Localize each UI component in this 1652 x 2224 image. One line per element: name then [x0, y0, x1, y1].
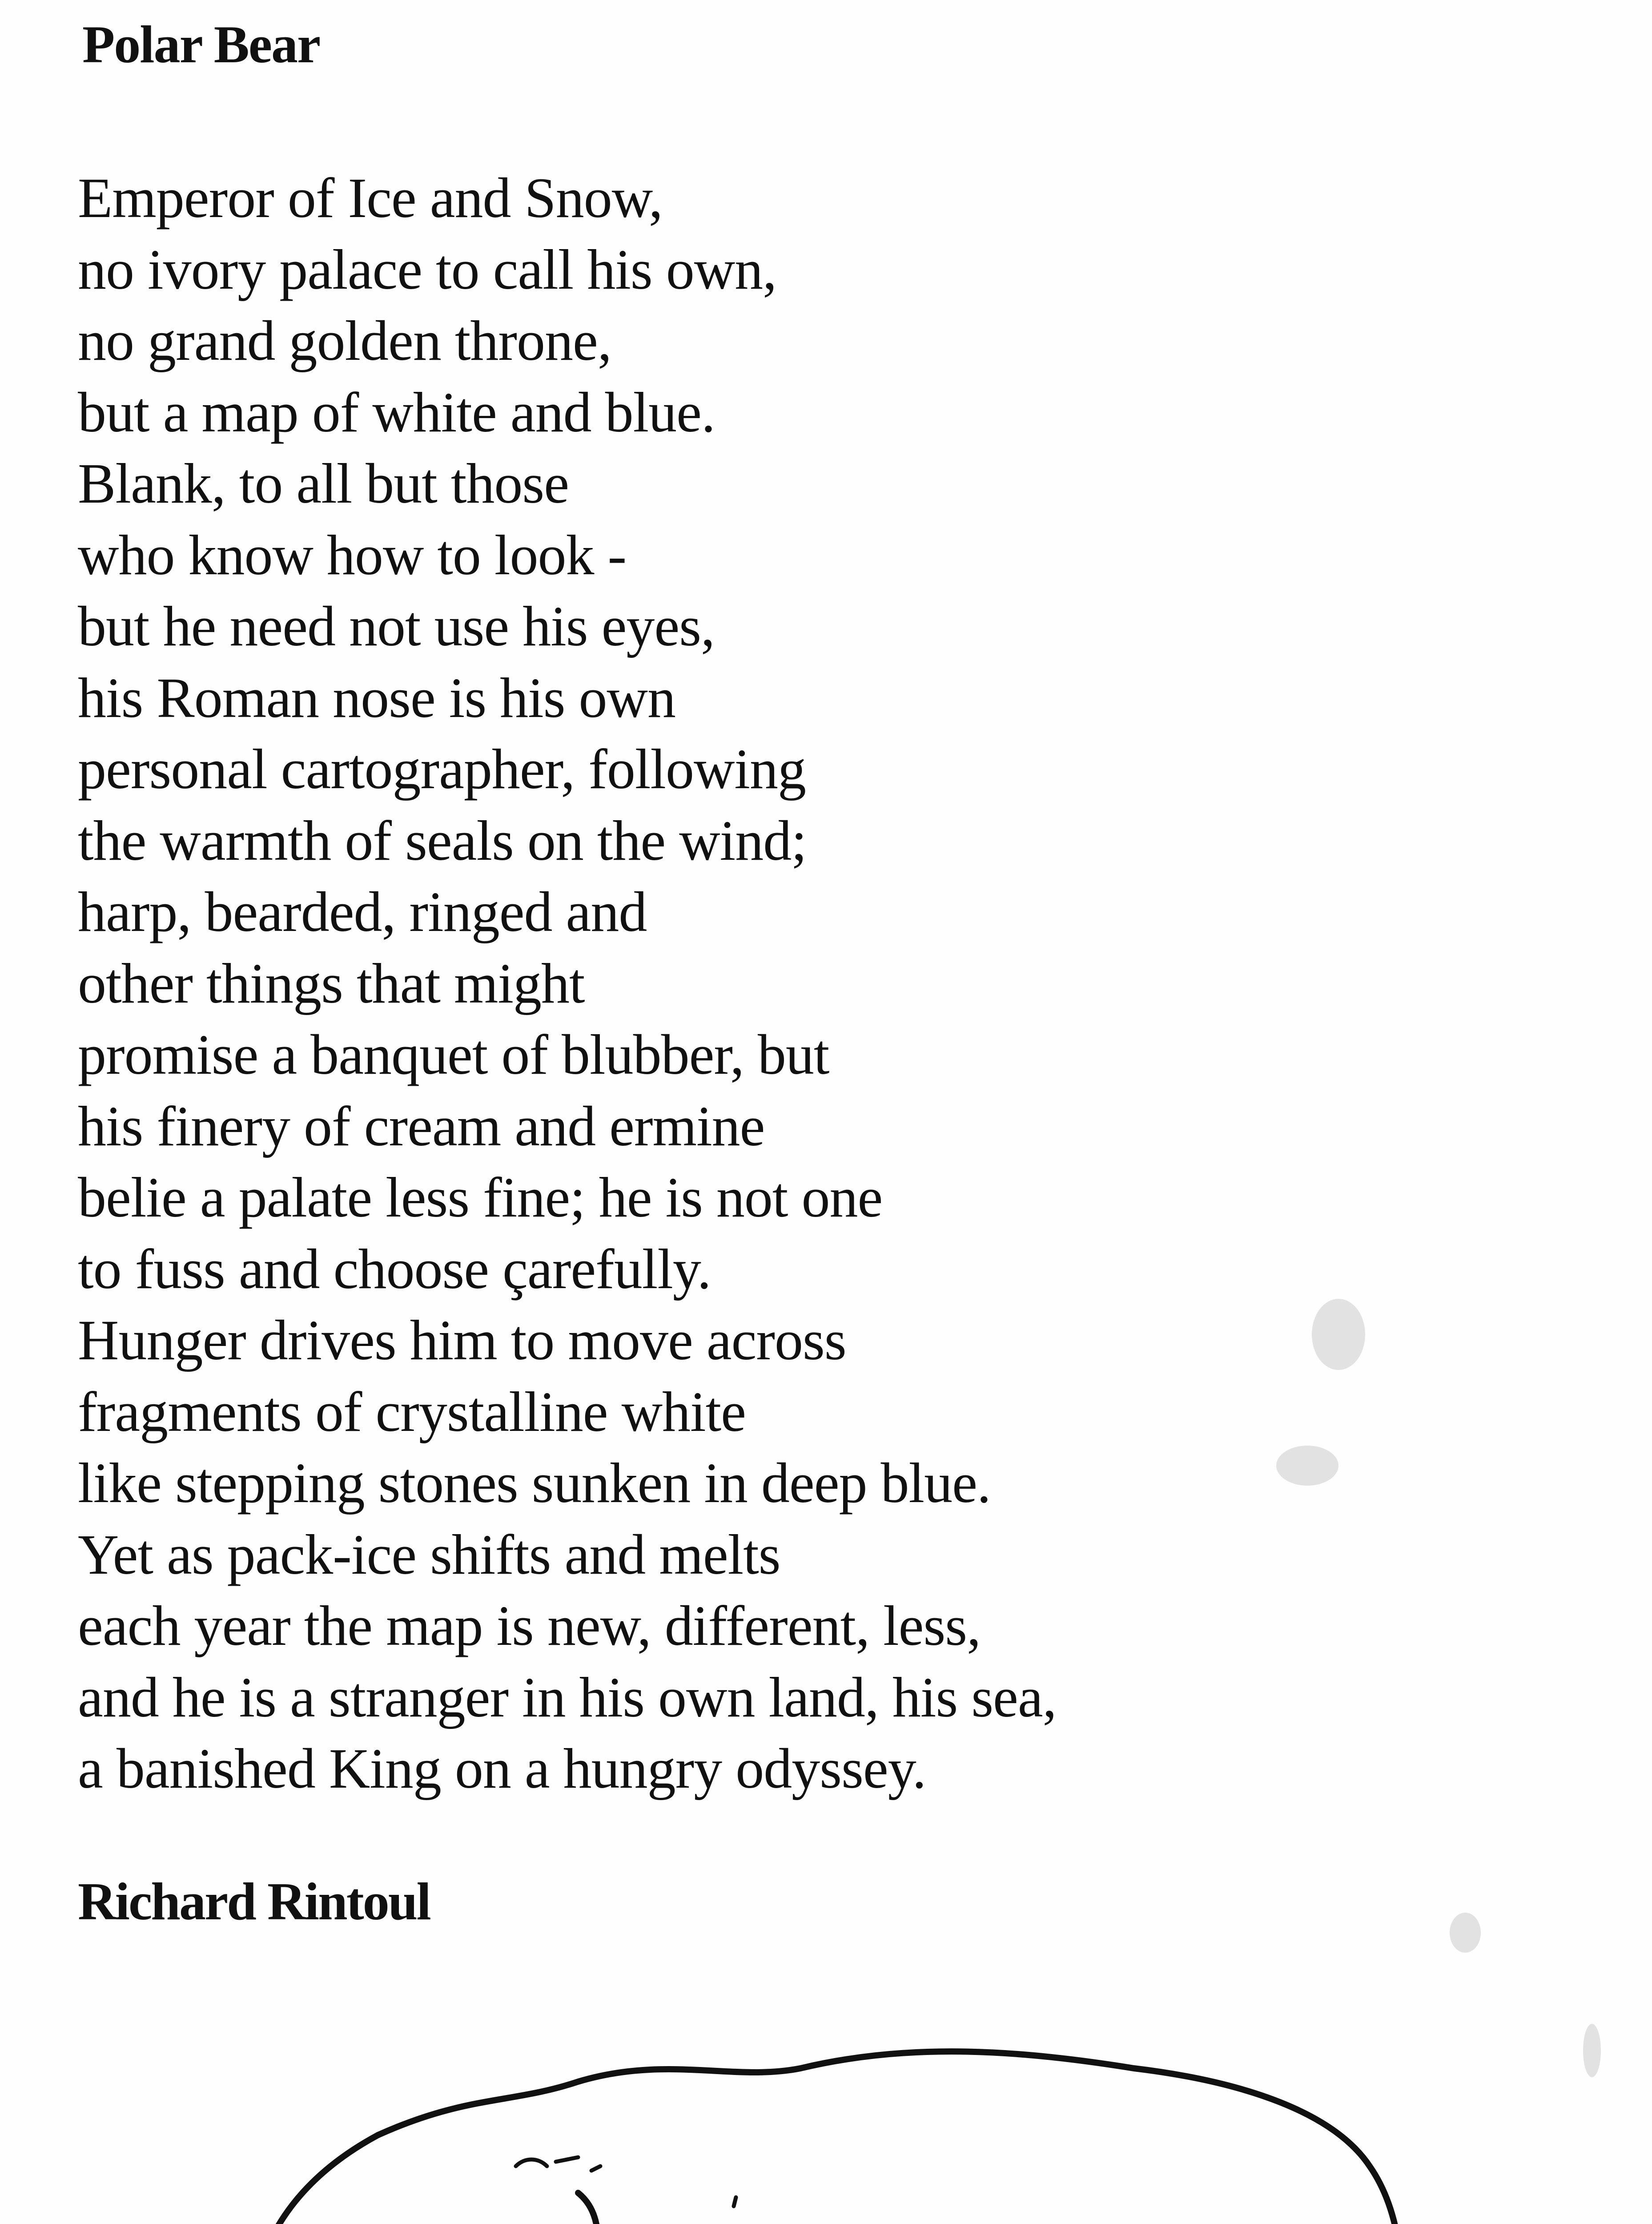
bear-body — [171, 2051, 1401, 2224]
poem-line: like stepping stones sunken in deep blue. — [78, 1451, 991, 1515]
poem-line: but a map of white and blue. — [78, 380, 715, 444]
poem-author: Richard Rintoul — [78, 1872, 430, 1931]
poem-line: who know how to look - — [78, 523, 627, 587]
poem-line: harp, bearded, ringed and — [78, 880, 647, 943]
poem-line: no ivory palace to call his own, — [78, 238, 777, 301]
poem-body — [78, 162, 1057, 1805]
poem-line: personal cartographer, following — [78, 737, 806, 801]
poem-line: to fuss and choose çarefully. — [78, 1237, 711, 1301]
poem-line: Yet as pack-ice shifts and melts — [78, 1523, 780, 1586]
poem-line: and he is a stranger in his own land, his sea, — [78, 1665, 1057, 1729]
poem-line: Hunger drives him to move across — [78, 1309, 846, 1372]
poem-line: his Roman nose is his own — [78, 666, 675, 729]
poem-line: promise a banquet of blubber, but — [78, 1023, 829, 1086]
fur-strokes — [307, 2157, 1290, 2224]
poem-line: his finery of cream and ermine — [78, 1094, 765, 1158]
poem-line: belie a palate less fine; he is not one — [78, 1166, 883, 1229]
scan-speck — [1312, 1299, 1365, 1370]
poem-line: Blank, to all but those — [78, 452, 569, 515]
poem-title: Polar Bear — [82, 15, 320, 74]
poem-line: other things that might — [78, 951, 585, 1015]
poem-line: each year the map is new, different, less, — [78, 1594, 981, 1657]
scan-speck — [1276, 1446, 1338, 1486]
poem-line: fragments of crystalline white — [78, 1380, 746, 1443]
polar-bear-illustration — [0, 1935, 1652, 2224]
poem-line: Emperor of Ice and Snow, — [78, 166, 663, 230]
poem-line: the warmth of seals on the wind; — [78, 809, 807, 872]
poem-line: but he need not use his eyes, — [78, 595, 715, 658]
poem-line: a banished King on a hungry odyssey. — [78, 1737, 926, 1800]
poem-line: no grand golden throne, — [78, 309, 611, 372]
